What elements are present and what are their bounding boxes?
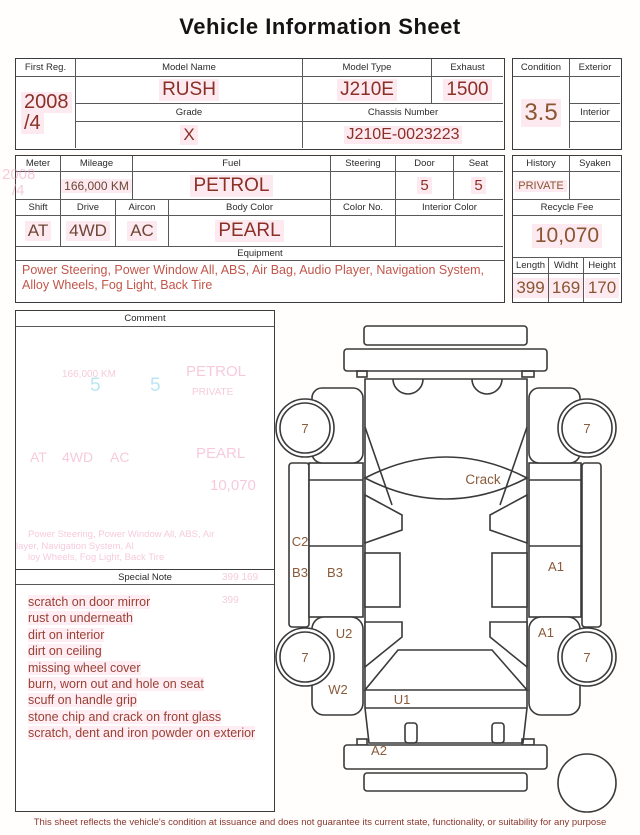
first-reg-year: 2008 — [21, 92, 72, 113]
exterior-value — [570, 77, 620, 104]
damage-label: 7 — [583, 421, 591, 436]
seat-value: 5 — [454, 172, 503, 200]
model-type-label: Model Type — [303, 59, 432, 77]
width-label: Widht — [549, 258, 584, 274]
special-note-line: burn, worn out and hole on seat — [28, 677, 204, 692]
rear-bottom-bar — [364, 773, 527, 791]
condition-value: 3.5 — [513, 77, 570, 148]
damage-label: A1 — [548, 559, 564, 574]
history-label: History — [513, 156, 570, 172]
damage-label: 7 — [301, 650, 309, 665]
exhaust-value: 1500 — [432, 77, 503, 104]
ghost-text: PETROL — [186, 363, 247, 380]
special-note-section — [16, 569, 274, 811]
equipment-label: Equipment — [16, 247, 504, 261]
front-top-bar — [364, 326, 527, 345]
ghost-text: PRIVATE — [192, 387, 234, 398]
damage-label: 7 — [583, 650, 591, 665]
damage-label: A2 — [371, 743, 387, 758]
syaken-label: Syaken — [570, 156, 620, 172]
drive-value: 4WD — [61, 216, 116, 247]
spare-tire — [558, 754, 616, 812]
height-value: 170 — [584, 274, 620, 302]
drive-label: Drive — [61, 200, 116, 216]
damage-label: B3 — [327, 565, 343, 580]
ghost-text: 2008 — [2, 166, 36, 183]
interior-label: Interior — [570, 104, 620, 122]
damage-label: U2 — [335, 626, 353, 641]
ghost-text: Power Steering, Power Window All, ABS, Air — [28, 529, 215, 540]
steering-value — [331, 172, 396, 200]
equipment-value: Power Steering, Power Window All, ABS, Air Bag, Audio Player, Navigation System, Alloy Wheels, Fog Light, Back Tire — [22, 263, 485, 293]
model-name-value: RUSH — [76, 77, 303, 104]
note-ghost-layer — [16, 569, 274, 811]
damage-label: Crack — [465, 472, 501, 487]
special-note-line: missing wheel cover — [28, 660, 141, 675]
comment-area — [16, 327, 274, 569]
ghost-text: /4 — [12, 182, 25, 199]
right-sill — [582, 463, 601, 627]
first-reg-value — [16, 77, 76, 148]
comment-label: Comment — [16, 311, 274, 327]
exhaust-label: Exhaust — [432, 59, 503, 77]
left-door-panel — [309, 463, 363, 617]
special-note-line: scratch, dent and iron powder on exterior — [28, 726, 256, 741]
ghost-text: 399 169 — [222, 572, 259, 583]
damage-label: W2 — [328, 682, 348, 697]
color-no-value — [331, 216, 396, 247]
body-color-label: Body Color — [169, 200, 331, 216]
exterior-label: Exterior — [570, 59, 620, 77]
door-value: 5 — [396, 172, 454, 200]
recycle-fee-label: Recycle Fee — [513, 200, 621, 216]
ghost-text: layer, Navigation System, Al — [16, 541, 134, 552]
interior-value — [570, 122, 620, 148]
chassis-label: Chassis Number — [303, 104, 503, 122]
fuel-value: PETROL — [133, 172, 331, 200]
history-table — [512, 155, 622, 303]
history-value: PRIVATE — [513, 172, 570, 200]
height-label: Height — [584, 258, 620, 274]
special-note-line: scratch on door mirror — [28, 595, 151, 609]
ghost-text: loy Wheels, Fog Light, Back Tire — [28, 552, 165, 563]
recycle-fee-value: 10,070 — [513, 216, 621, 258]
ghost-text: 399 — [222, 595, 239, 606]
length-label: Length — [513, 258, 549, 274]
special-note-line: dirt on interior — [28, 627, 105, 642]
model-name-label: Model Name — [76, 59, 303, 77]
door-label: Door — [396, 156, 454, 172]
steering-label: Steering — [331, 156, 396, 172]
aircon-value: AC — [116, 216, 169, 247]
mileage-label: Mileage — [61, 156, 133, 172]
chassis-value: J210E-0023223 — [303, 122, 503, 148]
damage-label: C2 — [291, 534, 309, 549]
special-note-label: Special Note — [16, 569, 274, 585]
special-note-line: scuff on handle grip — [28, 693, 137, 708]
mileage-value: 166,000 KM — [61, 172, 133, 200]
model-type-value: J210E — [303, 77, 432, 104]
damage-label: B3 — [292, 565, 308, 580]
disclaimer-text: This sheet reflects the vehicle's condition at issuance and does not guarantee its current state, functionality, or suitability for any purpose — [33, 817, 607, 828]
meter-value — [16, 172, 61, 200]
fuel-label: Fuel — [133, 156, 331, 172]
shift-value: AT — [16, 216, 61, 247]
registration-table — [15, 58, 505, 150]
interior-color-label: Interior Color — [396, 200, 503, 216]
first-reg-month: /4 — [21, 113, 44, 134]
condition-table — [512, 58, 622, 150]
ghost-text: AC — [110, 449, 130, 465]
page-title: Vehicle Information Sheet — [179, 14, 461, 39]
syaken-value — [570, 172, 620, 200]
grade-value: X — [76, 122, 303, 148]
special-note-line: dirt on ceiling — [28, 644, 102, 659]
width-value: 169 — [549, 274, 584, 302]
car-damage-diagram — [272, 315, 640, 815]
interior-color-value — [396, 216, 503, 247]
front-bumper — [344, 349, 547, 371]
damage-label: A1 — [538, 625, 554, 640]
condition-label: Condition — [513, 59, 570, 77]
ghost-text: 5 — [90, 375, 101, 396]
first-reg-label: First Reg. — [16, 59, 76, 77]
ghost-text: 166,000 KM — [62, 369, 116, 380]
spec-table — [15, 155, 505, 303]
aircon-label: Aircon — [116, 200, 169, 216]
shift-label: Shift — [16, 200, 61, 216]
body-color-value: PEARL — [169, 216, 331, 247]
meter-label: Meter — [16, 156, 61, 172]
special-note-line: rust on underneath — [28, 611, 133, 626]
special-note-line: stone chip and crack on front glass — [28, 709, 222, 724]
ghost-text: PEARL — [196, 445, 246, 462]
color-no-label: Color No. — [331, 200, 396, 216]
ghost-text: AT — [30, 449, 47, 465]
ghost-text: 4WD — [62, 449, 94, 465]
grade-label: Grade — [76, 104, 303, 122]
damage-label: U1 — [393, 692, 411, 707]
right-door-panel — [529, 463, 581, 617]
damage-label: 7 — [301, 421, 309, 436]
seat-label: Seat — [454, 156, 503, 172]
ghost-text: 5 — [150, 375, 161, 396]
length-value: 399 — [513, 274, 549, 302]
comment-note-box — [15, 310, 275, 812]
ghost-text: 10,070 — [210, 477, 256, 494]
